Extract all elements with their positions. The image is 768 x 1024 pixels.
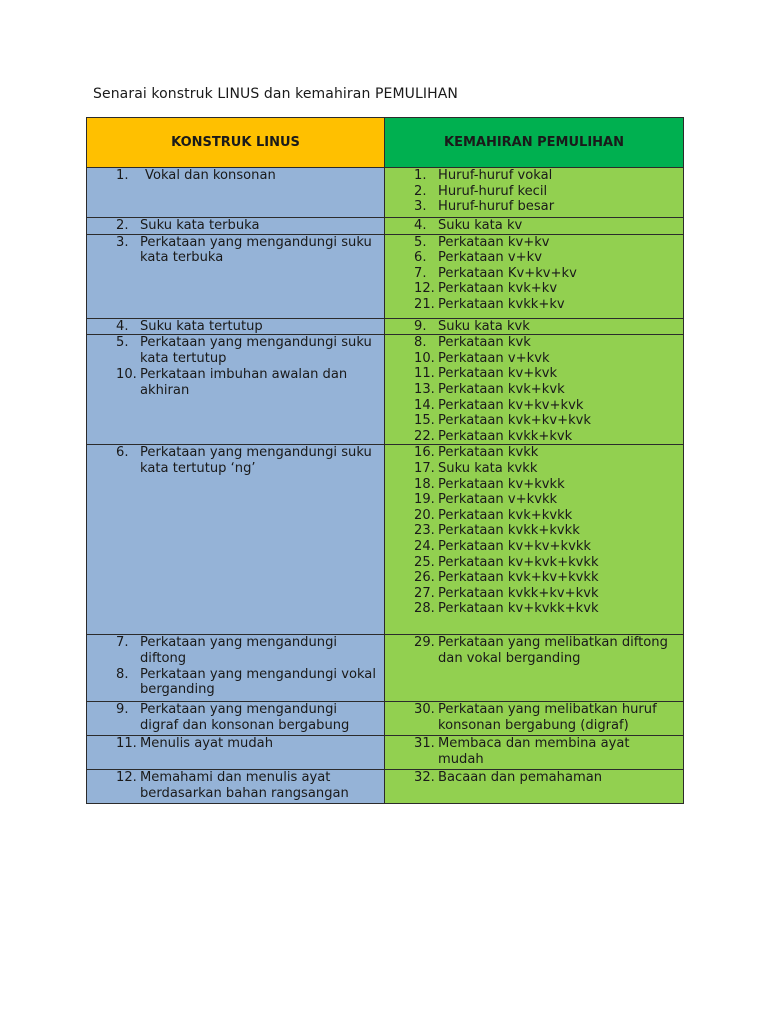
header-konstruk-linus: KONSTRUK LINUS	[87, 118, 385, 168]
kemahiran-cell	[385, 702, 684, 736]
list-item	[116, 770, 378, 801]
item-number: 27.	[414, 585, 435, 601]
list-item	[414, 382, 679, 398]
item-number: 8.	[414, 335, 427, 351]
item-list	[87, 635, 384, 697]
list-item	[116, 335, 378, 366]
item-text: Suku kata kvk	[438, 318, 530, 334]
item-text: Perkataan kv+kv+kvkk	[438, 538, 591, 554]
item-text: Perkataan kvkk	[438, 445, 539, 461]
item-number: 1.	[116, 168, 129, 183]
item-number: 23.	[414, 523, 435, 539]
item-number: 2.	[414, 183, 427, 199]
item-number: 12.	[414, 281, 435, 297]
item-text: Perkataan kvk+kvkk	[438, 507, 573, 523]
kemahiran-cell	[385, 635, 684, 702]
item-text: Perkataan v+kvk	[438, 350, 550, 366]
item-number: 25.	[414, 554, 435, 570]
item-number: 17.	[414, 460, 435, 476]
kemahiran-cell	[385, 234, 684, 318]
list-item	[414, 266, 679, 282]
item-list	[87, 335, 384, 398]
item-number: 12.	[116, 770, 137, 786]
list-item	[414, 281, 679, 297]
item-text: Perkataan yang mengandungi suku kata tertutup ‘ng’	[140, 445, 372, 476]
item-list	[87, 235, 384, 266]
item-number: 31.	[414, 736, 435, 752]
list-item	[116, 168, 378, 184]
list-item	[414, 351, 679, 367]
item-text: Huruf-huruf vokal	[438, 168, 553, 183]
item-number: 11.	[116, 736, 137, 752]
item-text: Memahami dan menulis ayat berdasarkan bahan rangsangan	[140, 770, 349, 801]
table-row	[87, 736, 684, 770]
item-list	[87, 319, 384, 335]
table-row	[87, 770, 684, 804]
item-number: 22.	[414, 428, 435, 444]
list-item	[414, 319, 679, 335]
item-text: Perkataan kvk+kv+kvkk	[438, 570, 599, 586]
list-item	[116, 736, 378, 752]
item-number: 18.	[414, 476, 435, 492]
list-item	[414, 413, 679, 429]
item-number: 5.	[414, 234, 427, 250]
list-item	[116, 367, 378, 398]
item-number: 11.	[414, 366, 435, 382]
table-row	[87, 234, 684, 318]
table-row	[87, 168, 684, 218]
item-list	[385, 319, 683, 335]
item-text: Bacaan dan pemahaman	[438, 770, 603, 786]
item-number: 7.	[116, 635, 129, 651]
item-number: 4.	[116, 318, 129, 334]
table-row	[87, 335, 684, 445]
item-list	[87, 770, 384, 801]
item-text: Perkataan yang mengandungi diftong	[140, 635, 338, 666]
item-text: Perkataan yang melibatkan huruf konsonan bergabung (digraf)	[438, 702, 657, 733]
item-text: Perkataan kvk+kv+kvk	[438, 413, 591, 429]
item-text: Menulis ayat mudah	[140, 736, 273, 752]
list-item	[414, 429, 679, 445]
table-row	[87, 445, 684, 635]
list-item	[414, 250, 679, 266]
item-list	[385, 770, 683, 786]
table-row	[87, 635, 684, 702]
konstruk-cell	[87, 318, 385, 335]
item-text: Perkataan kvkk+kv	[438, 296, 565, 312]
item-number: 6.	[414, 250, 427, 266]
item-number: 1.	[414, 168, 427, 183]
list-item	[414, 770, 679, 786]
item-number: 29.	[414, 635, 435, 651]
list-item	[414, 366, 679, 382]
item-text: Perkataan kv+kv	[438, 234, 550, 250]
item-number: 21.	[414, 296, 435, 312]
item-number: 28.	[414, 601, 435, 617]
item-list	[385, 335, 683, 444]
konstruk-cell	[87, 702, 385, 736]
list-item	[116, 218, 378, 234]
item-text: Perkataan kv+kvkk	[438, 476, 565, 492]
item-number: 14.	[414, 397, 435, 413]
item-number: 24.	[414, 538, 435, 554]
list-item	[414, 539, 679, 555]
page-title: Senarai konstruk LINUS dan kemahiran PEMULIHAN	[93, 86, 458, 102]
item-list	[385, 736, 683, 767]
list-item	[116, 635, 378, 666]
item-text: Perkataan kv+kv+kvk	[438, 397, 584, 413]
item-text: Perkataan kvk+kvk	[438, 381, 565, 397]
item-list	[385, 445, 683, 617]
item-list	[87, 168, 384, 184]
header-kemahiran-pemulihan: KEMAHIRAN PEMULIHAN	[385, 118, 684, 168]
item-text: Membaca dan membina ayat mudah	[438, 736, 630, 767]
item-text: Perkataan kvkk+kv+kvk	[438, 585, 599, 601]
item-text: Perkataan kv+kvk	[438, 366, 558, 382]
list-item	[414, 492, 679, 508]
list-item	[414, 477, 679, 493]
item-number: 10.	[414, 350, 435, 366]
item-text: Perkataan kv+kvkk+kvk	[438, 601, 599, 617]
kemahiran-cell	[385, 168, 684, 218]
item-list	[87, 445, 384, 476]
kemahiran-cell	[385, 736, 684, 770]
item-number: 8.	[116, 666, 129, 682]
list-item	[414, 235, 679, 251]
konstruk-cell	[87, 736, 385, 770]
list-item	[116, 667, 378, 698]
item-number: 32.	[414, 770, 435, 786]
item-number: 5.	[116, 335, 129, 351]
item-number: 9.	[414, 318, 427, 334]
item-list	[385, 218, 683, 234]
item-number: 2.	[116, 218, 129, 233]
list-item	[414, 398, 679, 414]
list-item	[414, 736, 679, 767]
list-item	[116, 235, 378, 266]
item-text: Perkataan yang mengandungi vokal berganding	[140, 666, 376, 698]
item-list	[87, 218, 384, 234]
item-text: Huruf-huruf besar	[438, 199, 555, 215]
kemahiran-cell	[385, 318, 684, 335]
item-text: Vokal dan konsonan	[145, 168, 276, 183]
item-list	[385, 168, 683, 215]
list-item	[414, 168, 679, 184]
item-text: Perkataan v+kv	[438, 250, 542, 266]
konstruk-cell	[87, 635, 385, 702]
item-number: 3.	[116, 234, 129, 250]
item-number: 4.	[414, 218, 427, 233]
list-item	[414, 702, 679, 733]
linus-table	[86, 117, 684, 804]
item-text: Perkataan kvkk+kvkk	[438, 523, 580, 539]
item-list	[87, 702, 384, 733]
item-number: 20.	[414, 507, 435, 523]
list-item	[414, 635, 679, 666]
list-item	[116, 702, 378, 733]
list-item	[414, 184, 679, 200]
list-item	[414, 523, 679, 539]
list-item	[116, 445, 378, 476]
item-number: 7.	[414, 265, 427, 281]
item-list	[385, 635, 683, 666]
item-list	[385, 235, 683, 313]
konstruk-cell	[87, 168, 385, 218]
item-text: Perkataan imbuhan awalan dan akhiran	[140, 367, 348, 398]
item-number: 19.	[414, 492, 435, 508]
kemahiran-cell	[385, 445, 684, 635]
list-item	[414, 461, 679, 477]
item-text: Suku kata tertutup	[140, 318, 263, 334]
list-item	[414, 570, 679, 586]
list-item	[414, 297, 679, 313]
item-text: Huruf-huruf kecil	[438, 183, 548, 199]
list-item	[414, 199, 679, 215]
konstruk-cell	[87, 335, 385, 445]
table-row	[87, 702, 684, 736]
kemahiran-cell	[385, 335, 684, 445]
konstruk-cell	[87, 218, 385, 235]
item-number: 16.	[414, 445, 435, 461]
item-text: Perkataan kv+kvk+kvkk	[438, 554, 599, 570]
item-number: 30.	[414, 702, 435, 718]
item-text: Perkataan Kv+kv+kv	[438, 265, 577, 281]
item-text: Perkataan yang melibatkan diftong dan vokal berganding	[438, 635, 668, 666]
item-text: Perkataan v+kvkk	[438, 492, 558, 508]
konstruk-cell	[87, 770, 385, 804]
kemahiran-cell	[385, 218, 684, 235]
item-text: Perkataan kvkk+kvk	[438, 428, 573, 444]
list-item	[414, 218, 679, 234]
item-number: 3.	[414, 199, 427, 215]
item-text: Suku kata kvkk	[438, 460, 538, 476]
item-list	[385, 702, 683, 733]
item-text: Perkataan yang mengandungi digraf dan konsonan bergabung	[140, 702, 350, 733]
item-number: 26.	[414, 570, 435, 586]
item-text: Perkataan kvk+kv	[438, 281, 558, 297]
konstruk-cell	[87, 234, 385, 318]
item-number: 6.	[116, 445, 129, 461]
item-text: Suku kata terbuka	[140, 218, 260, 233]
table-row	[87, 318, 684, 335]
item-list	[87, 736, 384, 752]
list-item	[414, 335, 679, 351]
list-item	[414, 508, 679, 524]
item-number: 15.	[414, 413, 435, 429]
list-item	[116, 319, 378, 335]
item-text: Perkataan yang mengandungi suku kata terbuka	[140, 234, 372, 266]
item-text: Perkataan kvk	[438, 335, 531, 351]
item-number: 13.	[414, 381, 435, 397]
list-item	[414, 555, 679, 571]
list-item	[414, 445, 679, 461]
table-header-row	[87, 118, 684, 168]
item-text: Perkataan yang mengandungi suku kata tertutup	[140, 335, 372, 366]
list-item	[414, 586, 679, 602]
table-row	[87, 218, 684, 235]
item-number: 10.	[116, 367, 137, 383]
kemahiran-cell	[385, 770, 684, 804]
list-item	[414, 601, 679, 617]
item-number: 9.	[116, 702, 129, 718]
item-text: Suku kata kv	[438, 218, 523, 233]
konstruk-cell	[87, 445, 385, 635]
